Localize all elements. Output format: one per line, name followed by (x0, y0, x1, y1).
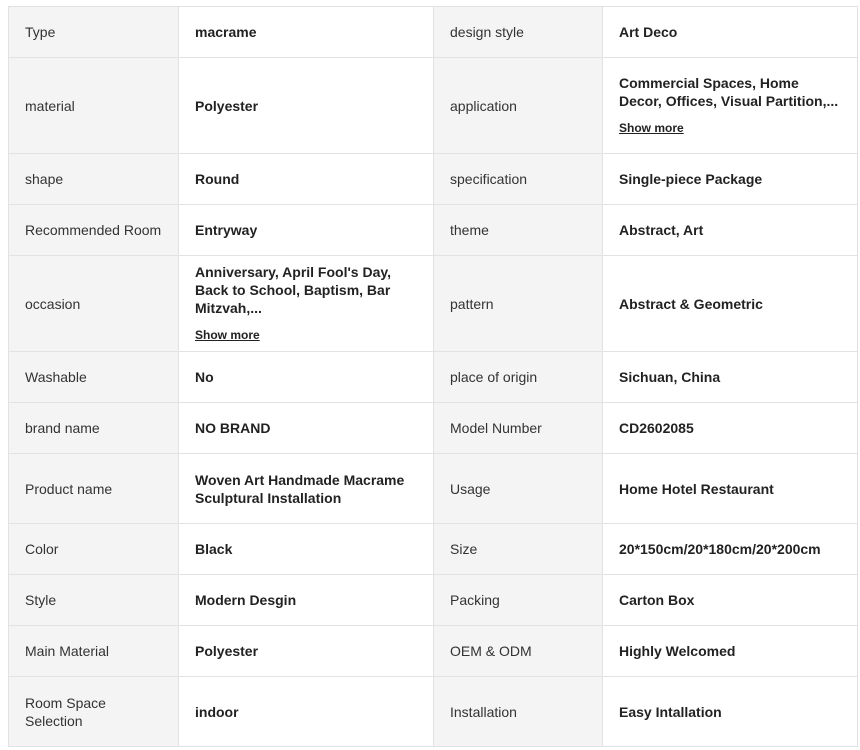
attribute-key: Washable (9, 352, 179, 403)
table-row (9, 256, 858, 352)
attribute-value: Polyester (179, 626, 434, 677)
attribute-key: Main Material (9, 626, 179, 677)
attribute-key: occasion (9, 256, 179, 352)
attribute-key: application (434, 58, 603, 154)
attribute-key: specification (434, 154, 603, 205)
table-row (9, 7, 858, 58)
product-attributes-table (8, 6, 858, 747)
attribute-key: Color (9, 524, 179, 575)
attribute-key: Packing (434, 575, 603, 626)
attribute-value: 20*150cm/20*180cm/20*200cm (603, 524, 858, 575)
table-row (9, 58, 858, 154)
attribute-key: OEM & ODM (434, 626, 603, 677)
attribute-key: Installation (434, 677, 603, 747)
attribute-value: Black (179, 524, 434, 575)
attribute-value: macrame (179, 7, 434, 58)
attribute-value: Round (179, 154, 434, 205)
attribute-value: Carton Box (603, 575, 858, 626)
table-row (9, 154, 858, 205)
attribute-value: Highly Welcomed (603, 626, 858, 677)
show-more-link-occasion[interactable]: Show more (195, 328, 260, 342)
attribute-value: Woven Art Handmade Macrame Sculptural Installation (179, 454, 434, 524)
attribute-value: CD2602085 (603, 403, 858, 454)
attribute-value-text: Commercial Spaces, Home Decor, Offices, Visual Partition,... (619, 75, 839, 109)
attribute-key: brand name (9, 403, 179, 454)
attribute-key: Size (434, 524, 603, 575)
attribute-key: pattern (434, 256, 603, 352)
attribute-value-text: Anniversary, April Fool's Day, Back to School, Baptism, Bar Mitzvah,... (195, 264, 392, 316)
attribute-value-expandable (179, 256, 434, 352)
attribute-value: No (179, 352, 434, 403)
table-row (9, 352, 858, 403)
attribute-key: Recommended Room (9, 205, 179, 256)
attribute-value: Single-piece Package (603, 154, 858, 205)
attribute-value: Abstract & Geometric (603, 256, 858, 352)
attribute-value: Home Hotel Restaurant (603, 454, 858, 524)
attribute-key: place of origin (434, 352, 603, 403)
table-row (9, 205, 858, 256)
attribute-value-expandable (603, 58, 858, 154)
attribute-key: Style (9, 575, 179, 626)
attribute-key: Product name (9, 454, 179, 524)
table-row (9, 677, 858, 747)
attribute-key: Type (9, 7, 179, 58)
attribute-value: Modern Desgin (179, 575, 434, 626)
attribute-value: Art Deco (603, 7, 858, 58)
attribute-key: Room Space Selection (9, 677, 179, 747)
attribute-value: indoor (179, 677, 434, 747)
attribute-value: Polyester (179, 58, 434, 154)
attribute-value: Abstract, Art (603, 205, 858, 256)
table-row (9, 403, 858, 454)
table-row (9, 524, 858, 575)
attribute-value: Entryway (179, 205, 434, 256)
attribute-value: NO BRAND (179, 403, 434, 454)
attribute-value: Sichuan, China (603, 352, 858, 403)
attribute-key: Model Number (434, 403, 603, 454)
attribute-key: theme (434, 205, 603, 256)
attribute-key: design style (434, 7, 603, 58)
table-row (9, 575, 858, 626)
show-more-link-application[interactable]: Show more (619, 121, 684, 135)
attribute-key: material (9, 58, 179, 154)
table-row (9, 454, 858, 524)
table-row (9, 626, 858, 677)
attribute-key: Usage (434, 454, 603, 524)
attribute-value: Easy Intallation (603, 677, 858, 747)
attribute-key: shape (9, 154, 179, 205)
